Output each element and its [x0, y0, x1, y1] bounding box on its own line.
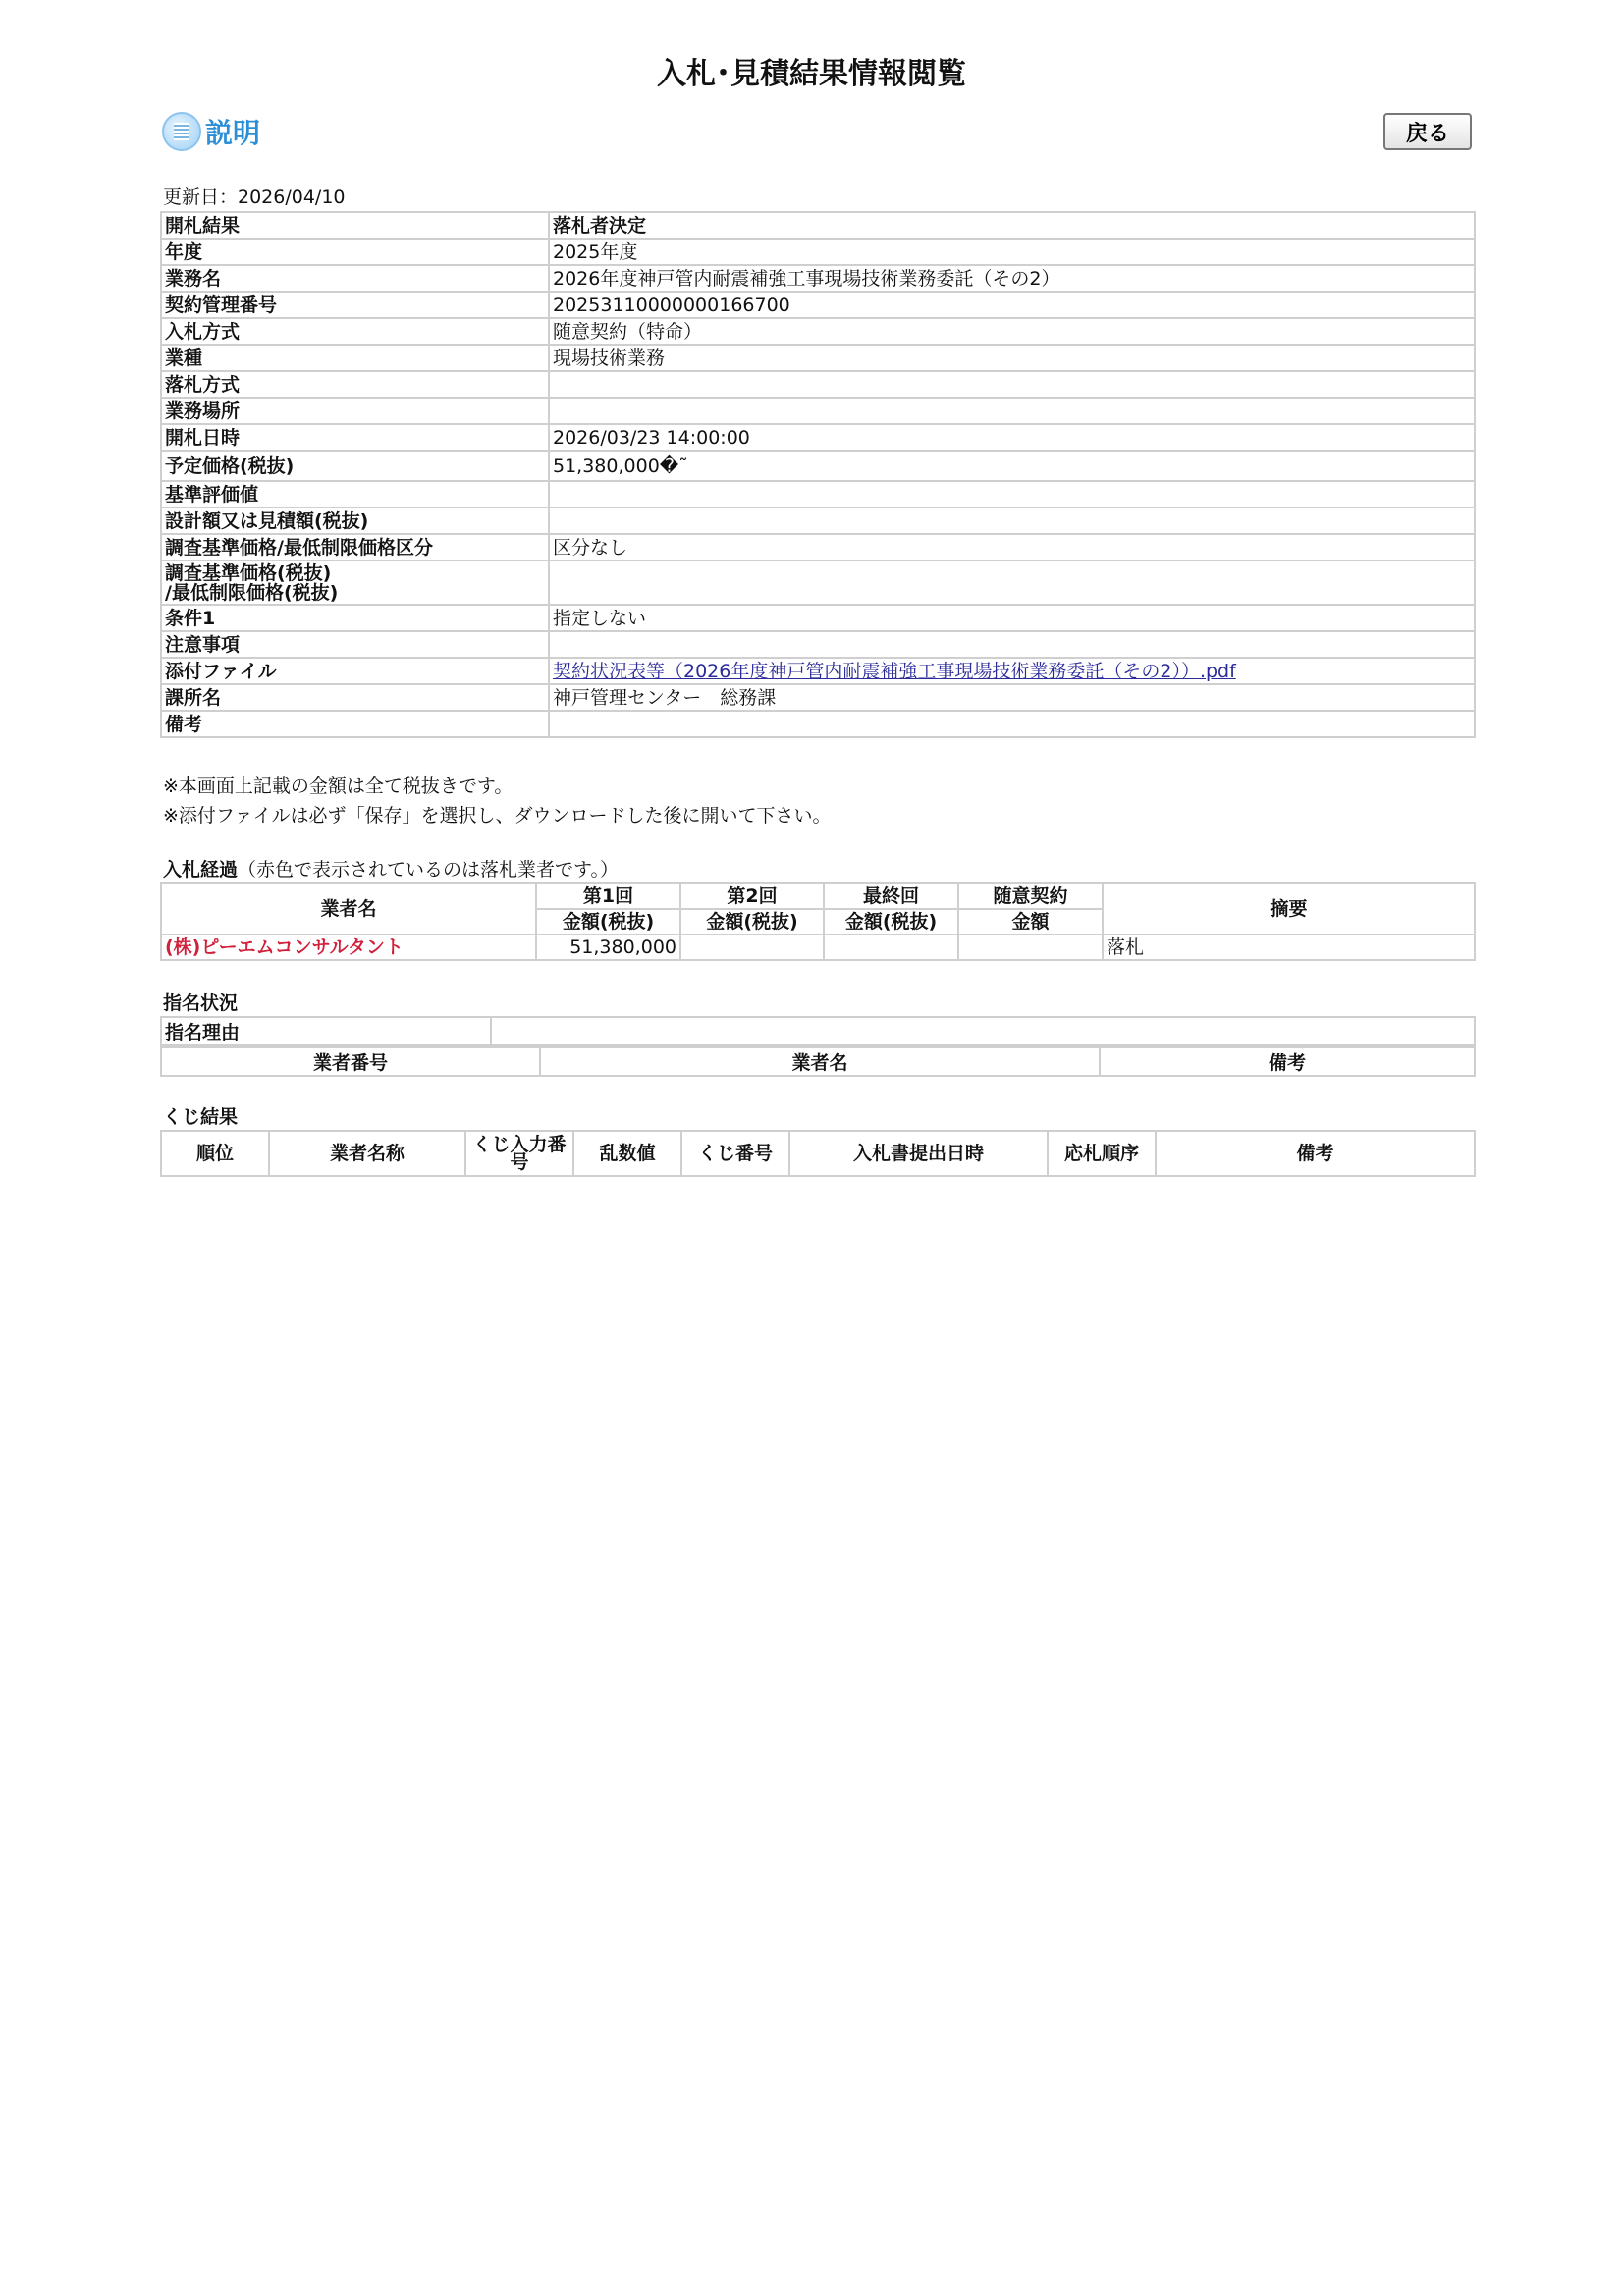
detail-label: 備考 — [161, 711, 549, 737]
col-company-name: 業者名 — [540, 1047, 1100, 1076]
detail-row — [161, 212, 1475, 239]
help-link[interactable] — [162, 112, 260, 151]
bid-final — [824, 934, 958, 960]
detail-row — [161, 451, 1475, 481]
col-remarks: 備考 — [1100, 1047, 1475, 1076]
col-lot-remarks: 備考 — [1156, 1131, 1475, 1176]
detail-label: 添付ファイル — [161, 658, 549, 684]
attachment-link[interactable]: 契約状況表等（2026年度神戸管内耐震補強工事現場技術業務委託（その2））.pdf — [553, 660, 1236, 682]
detail-value: 2026年度神戸管内耐震補強工事現場技術業務委託（その2） — [549, 265, 1475, 292]
back-button[interactable]: 戻る — [1383, 113, 1472, 150]
detail-label: 業務名 — [161, 265, 549, 292]
detail-value — [549, 398, 1475, 424]
bid-negotiated — [958, 934, 1103, 960]
detail-value — [549, 481, 1475, 507]
detail-row — [161, 371, 1475, 398]
detail-value: 落札者決定 — [549, 212, 1475, 239]
col-negotiated-amount: 金額 — [958, 909, 1103, 934]
detail-label: 設計額又は見積額(税抜) — [161, 507, 549, 534]
bids-heading-note: （赤色で表示されているのは落札業者です。） — [238, 859, 619, 881]
note-attachment: ※添付ファイルは必ず「保存」を選択し、ダウンロードした後に開いて下さい。 — [163, 805, 832, 827]
detail-label: 課所名 — [161, 684, 549, 711]
col-round1: 第1回 — [536, 883, 680, 909]
detail-label: 予定価格(税抜) — [161, 451, 549, 481]
lottery-table — [160, 1130, 1476, 1177]
detail-value: 随意契約（特命） — [549, 318, 1475, 345]
detail-label: 調査基準価格/最低制限価格区分 — [161, 534, 549, 561]
table-row — [161, 934, 1475, 960]
detail-row — [161, 711, 1475, 737]
detail-label: 落札方式 — [161, 371, 549, 398]
detail-row — [161, 507, 1475, 534]
detail-row — [161, 345, 1475, 371]
document-icon — [162, 112, 201, 151]
detail-value: 20253110000000166700 — [549, 292, 1475, 318]
detail-label: 開札結果 — [161, 212, 549, 239]
detail-label: 基準評価値 — [161, 481, 549, 507]
detail-row — [161, 658, 1475, 684]
details-table — [160, 211, 1476, 738]
detail-value — [549, 711, 1475, 737]
detail-label: 契約管理番号 — [161, 292, 549, 318]
nomination-table — [160, 1046, 1476, 1077]
detail-row — [161, 534, 1475, 561]
detail-value: 現場技術業務 — [549, 345, 1475, 371]
detail-row — [161, 684, 1475, 711]
detail-value: 区分なし — [549, 534, 1475, 561]
bid-summary: 落札 — [1103, 934, 1475, 960]
note-tax: ※本画面上記載の金額は全て税抜きです。 — [163, 775, 514, 797]
detail-label: 条件1 — [161, 605, 549, 631]
nomination-reason-label: 指名理由 — [161, 1017, 491, 1045]
page-title: 入札･見積結果情報閲覧 — [657, 57, 966, 91]
bids-table — [160, 882, 1476, 961]
col-rank: 順位 — [161, 1131, 269, 1176]
col-lot-number: くじ番号 — [681, 1131, 789, 1176]
nomination-reason-table — [160, 1016, 1476, 1046]
detail-row — [161, 265, 1475, 292]
detail-label: 開札日時 — [161, 424, 549, 451]
bid-round2 — [680, 934, 824, 960]
bidder-name: (株)ピーエムコンサルタント — [161, 934, 536, 960]
updated-date: 更新日：2026/04/10 — [163, 187, 346, 208]
detail-label: 入札方式 — [161, 318, 549, 345]
col-final: 最終回 — [824, 883, 958, 909]
help-label: 説明 — [205, 117, 261, 149]
detail-value: 2025年度 — [549, 239, 1475, 265]
col-order: 応札順序 — [1048, 1131, 1156, 1176]
detail-row — [161, 481, 1475, 507]
detail-value: 指定しない — [549, 605, 1475, 631]
detail-value: 2026/03/23 14:00:00 — [549, 424, 1475, 451]
bids-heading — [163, 855, 619, 881]
detail-row — [161, 631, 1475, 658]
detail-value — [549, 631, 1475, 658]
bids-heading-label: 入札経過 — [163, 859, 239, 881]
nomination-heading: 指名状況 — [163, 992, 239, 1014]
col-round2-amount: 金額(税抜) — [680, 909, 824, 934]
detail-row — [161, 424, 1475, 451]
col-submitted: 入札書提出日時 — [789, 1131, 1048, 1176]
detail-value — [549, 658, 1475, 684]
col-negotiated: 随意契約 — [958, 883, 1103, 909]
col-random: 乱数値 — [573, 1131, 681, 1176]
col-round1-amount: 金額(税抜) — [536, 909, 680, 934]
detail-row — [161, 292, 1475, 318]
detail-label: 調査基準価格(税抜) /最低制限価格(税抜) — [161, 561, 549, 605]
col-name: 業者名 — [161, 883, 536, 934]
detail-row — [161, 239, 1475, 265]
lottery-heading: くじ結果 — [163, 1106, 239, 1128]
detail-value — [549, 561, 1475, 605]
detail-value: 神戸管理センター 総務課 — [549, 684, 1475, 711]
detail-row — [161, 318, 1475, 345]
detail-label: 注意事項 — [161, 631, 549, 658]
nomination-reason-value — [491, 1017, 1475, 1045]
bid-round1: 51,380,000 — [536, 934, 680, 960]
detail-row — [161, 605, 1475, 631]
detail-label: 業種 — [161, 345, 549, 371]
col-summary: 摘要 — [1103, 883, 1475, 934]
detail-row — [161, 398, 1475, 424]
col-final-amount: 金額(税抜) — [824, 909, 958, 934]
detail-value: 51,380,000�˜ — [549, 451, 1475, 481]
col-company-number: 業者番号 — [161, 1047, 540, 1076]
col-company: 業者名称 — [269, 1131, 465, 1176]
detail-value — [549, 507, 1475, 534]
detail-label: 業務場所 — [161, 398, 549, 424]
col-round2: 第2回 — [680, 883, 824, 909]
detail-value — [549, 371, 1475, 398]
detail-row — [161, 561, 1475, 605]
detail-label: 年度 — [161, 239, 549, 265]
col-lot-input: くじ入力番号 — [465, 1131, 573, 1176]
